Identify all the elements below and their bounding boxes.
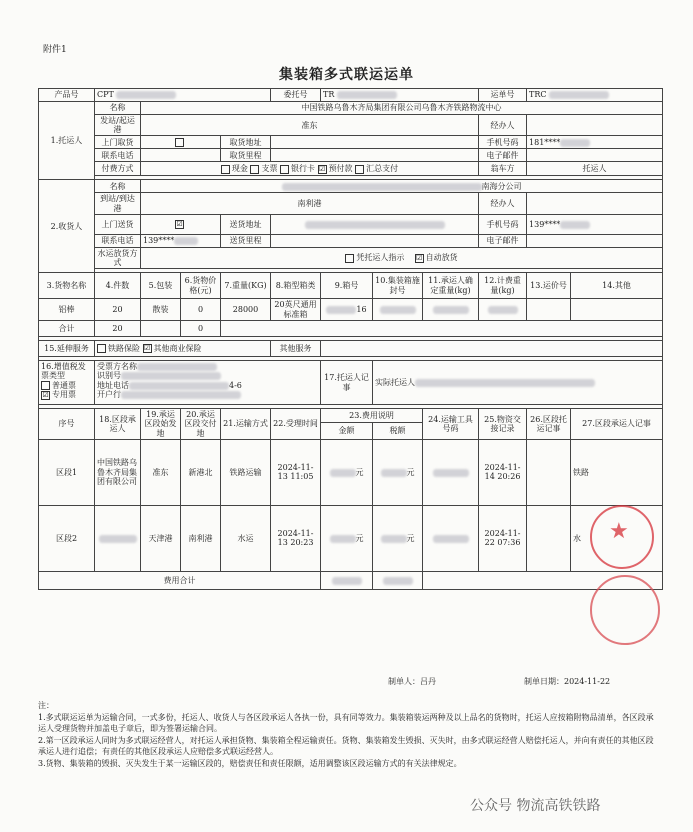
pickup-distance-label: 取货里程 xyxy=(221,149,271,162)
note-2: 2.第一区段承运人同时为多式联运经营人，对托运人承担货物、集装箱全程运输责任。货物、集装箱发生毁损、灭失时，由多式联运经营人赔偿托运人，并向有责任的其他区段承运人进行追偿；有责任的其他区段承运人应赔偿多式联运经营人。 xyxy=(38,735,654,757)
pickup-address-label: 取货地址 xyxy=(221,136,271,149)
origin-value: 准东 xyxy=(141,115,479,136)
invoice-row xyxy=(39,361,663,405)
consignee-phone xyxy=(141,234,221,247)
shipper-section-label: 1.托运人 xyxy=(39,102,95,180)
waybill-no xyxy=(527,89,663,102)
red-seal-stamp xyxy=(590,575,660,645)
invoice-label: 16.增值税发票类型 xyxy=(41,362,86,381)
invoice-phone-tail: 4-6 xyxy=(229,380,242,390)
total-packing xyxy=(141,321,181,337)
unit: 元 xyxy=(355,467,364,477)
redaction xyxy=(381,469,407,477)
redaction xyxy=(137,363,217,371)
col-box-no: 9.箱号 xyxy=(321,273,373,299)
actual-shipper xyxy=(373,361,663,405)
phone-value: 139**** xyxy=(143,236,175,246)
seg2-carrier xyxy=(95,505,141,571)
seg2-amount xyxy=(321,505,373,571)
red-seal-stamp xyxy=(590,505,654,569)
redaction xyxy=(326,306,356,314)
seg2-handover: 2024-11-22 07:36 xyxy=(479,505,527,571)
invoice-fields xyxy=(95,361,321,405)
total-count: 20 xyxy=(95,321,141,337)
redaction xyxy=(383,577,413,585)
consignee-handler-label: 经办人 xyxy=(479,193,527,214)
goods-header-row xyxy=(39,273,663,299)
consignee-email-label: 电子邮件 xyxy=(479,234,527,247)
redaction xyxy=(305,221,445,229)
segment-header-row-1 xyxy=(39,409,663,423)
note-1: 1.多式联运运单为运输合同，一式多份，托运人、收货人与各区段承运人各执一份，具有同等效力。集装箱装运两种及以上品名的货物时，托运人应按箱附物品清单，各区段承运人受理货物并加盖电子章后，即为签署运输合同。 xyxy=(38,712,654,734)
pickup-distance xyxy=(271,149,479,162)
col-seg-carrier: 18.区段承运人 xyxy=(95,409,141,440)
checkbox[interactable] xyxy=(175,138,184,147)
redaction xyxy=(174,237,198,245)
waybill-no-value: TRC xyxy=(529,90,547,100)
shipper-phone-label: 联系电话 xyxy=(95,149,141,162)
delivery-distance xyxy=(271,234,479,247)
goods-seal-no xyxy=(373,299,423,321)
seg1-carrier: 中国铁路乌鲁木齐局集团有限公司 xyxy=(95,439,141,505)
goods-bill-weight xyxy=(479,299,527,321)
seg1-shipper-note xyxy=(527,439,571,505)
header-row xyxy=(39,89,663,102)
col-price: 6.货物价格(元) xyxy=(181,273,221,299)
redaction xyxy=(549,91,609,99)
seg1-amount xyxy=(321,439,373,505)
maker-label: 制单人：吕丹 xyxy=(388,677,436,686)
seg1-tax xyxy=(373,439,423,505)
product-no-value: CPT xyxy=(97,90,114,100)
shipper-name: 中国铁路乌鲁木齐局集团有限公司乌鲁木齐铁路物流中心 xyxy=(141,102,663,115)
total-rest xyxy=(221,321,663,337)
redaction xyxy=(121,391,241,399)
consignee-name-value: 南海分公司 xyxy=(481,181,522,191)
delivery-address xyxy=(271,214,479,234)
payment-options xyxy=(141,162,479,176)
payment-label: 付费方式 xyxy=(95,162,141,176)
checkbox-checked[interactable]: ☑ xyxy=(415,253,423,262)
invoice-type xyxy=(39,361,95,405)
seg1-from: 准东 xyxy=(141,439,181,505)
make-date: 制单日期：2024-11-22 xyxy=(524,677,611,686)
pickup-checkbox[interactable] xyxy=(141,136,221,149)
checkbox-checked[interactable]: ☑ xyxy=(318,164,326,173)
pickup-label: 上门取货 xyxy=(95,136,141,149)
seg2-time: 2024-11-13 20:23 xyxy=(271,505,321,571)
col-seg-mode: 21.运输方式 xyxy=(221,409,271,440)
rail-insurance: 铁路保险 xyxy=(108,343,140,353)
invoice-field-id: 识别号 xyxy=(97,371,121,381)
invoice-normal: 普通票 xyxy=(52,380,76,390)
shipper-email xyxy=(527,149,663,162)
product-no-label: 产品号 xyxy=(39,89,95,102)
col-goods-name: 3.货物名称 xyxy=(39,273,95,299)
seg2-vehicle xyxy=(423,505,479,571)
seg2-shipper-note xyxy=(527,505,571,571)
redaction xyxy=(116,91,176,99)
goods-price: 0 xyxy=(181,299,221,321)
col-seg-handover: 25.物资交接记录 xyxy=(479,409,527,440)
fee-total-amount xyxy=(321,571,373,589)
delivery-label: 上门送货 xyxy=(95,214,141,234)
delivery-checkbox[interactable] xyxy=(141,214,221,234)
checkbox[interactable] xyxy=(41,381,50,390)
shipper-email-label: 电子邮件 xyxy=(479,149,527,162)
note-3: 3.货物、集装箱的毁损、灭失发生于某一运输区段的，赔偿责任和责任限额，适用调整该区段运输方式的有关法律规定。 xyxy=(38,758,462,768)
unit: 元 xyxy=(355,533,364,543)
invoice-field-name: 受票方名称 xyxy=(97,362,137,372)
seg2-mode: 水运 xyxy=(221,505,271,571)
consignee-handler xyxy=(527,193,663,214)
consignee-name xyxy=(141,180,663,193)
checkbox[interactable] xyxy=(280,165,289,174)
delivery-distance-label: 送货里程 xyxy=(221,234,271,247)
seg1-vehicle xyxy=(423,439,479,505)
notes xyxy=(38,700,658,770)
seg1-carrier-note: 铁路 xyxy=(571,439,663,505)
redaction xyxy=(560,139,590,147)
product-no xyxy=(95,89,271,102)
seg2-tax xyxy=(373,505,423,571)
checkbox-checked[interactable]: ☑ xyxy=(42,390,49,399)
notes-title: 注： xyxy=(38,701,54,710)
col-other: 14.其他 xyxy=(571,273,663,299)
redaction xyxy=(488,306,518,314)
col-seg-vehicle: 24.运输工具号码 xyxy=(423,409,479,440)
checkbox[interactable] xyxy=(221,165,230,174)
payer-value: 托运人 xyxy=(527,162,663,176)
invoice-special: 专用票 xyxy=(52,390,76,399)
extend-service-options xyxy=(95,341,271,357)
actual-shipper-label: 实际托运人 xyxy=(375,378,416,388)
waybill-form xyxy=(38,88,663,590)
redaction xyxy=(99,535,137,543)
fee-total-label: 费用合计 xyxy=(39,571,321,589)
goods-carrier-weight xyxy=(423,299,479,321)
col-seg-time: 22.受理时间 xyxy=(271,409,321,440)
seg2-to: 南利港 xyxy=(181,505,221,571)
redaction xyxy=(380,306,416,314)
checkbox[interactable] xyxy=(250,165,259,174)
shipper-mobile-label: 手机号码 xyxy=(479,136,527,149)
goods-weight: 28000 xyxy=(221,299,271,321)
col-seg-from: 19.承运区段始发地 xyxy=(141,409,181,440)
goods-rate-no xyxy=(527,299,571,321)
seg1-to: 新港北 xyxy=(181,439,221,505)
payer-label: 翁车方 xyxy=(479,162,527,176)
waybill-no-label: 运单号 xyxy=(479,89,527,102)
goods-name: 铝棒 xyxy=(39,299,95,321)
redaction xyxy=(415,379,595,387)
consignee-name-label: 名称 xyxy=(95,180,141,193)
agent-no-value: TR xyxy=(323,90,335,100)
box-no-value: 16 xyxy=(356,305,367,315)
redaction xyxy=(121,372,221,380)
col-seq: 序号 xyxy=(39,409,95,440)
redaction xyxy=(330,469,356,477)
payment-cash: 现金 xyxy=(231,164,248,174)
redaction xyxy=(381,535,407,543)
payment-summary: 汇总支付 xyxy=(366,164,399,174)
shipper-phone xyxy=(141,149,221,162)
seg2-no: 区段2 xyxy=(39,505,95,571)
redaction xyxy=(560,221,590,229)
consignee-phone-label: 联系电话 xyxy=(95,234,141,247)
consignee-mobile xyxy=(527,214,663,234)
seg2-from: 天津港 xyxy=(141,505,181,571)
mobile-value: 181**** xyxy=(529,137,561,147)
payment-prepaid: 预付款 xyxy=(328,164,353,174)
goods-box-no xyxy=(321,299,373,321)
watermark: 公众号 物流高铁铁路 xyxy=(470,798,601,814)
attachment-label: 附件1 xyxy=(43,45,67,55)
redaction xyxy=(433,306,469,314)
release-auto: 自动放货 xyxy=(425,253,458,263)
other-service-label: 其他服务 xyxy=(271,341,321,357)
seg1-handover: 2024-11-14 20:26 xyxy=(479,439,527,505)
pickup-address xyxy=(271,136,479,149)
col-fee-tax: 税额 xyxy=(373,423,423,439)
col-seg-carrier-note: 27.区段承运人记事 xyxy=(571,409,663,440)
unit: 元 xyxy=(406,467,415,477)
col-count: 4.件数 xyxy=(95,273,141,299)
redaction xyxy=(433,535,469,543)
consignee-section-label: 2.收货人 xyxy=(39,180,95,273)
consignee-mobile-label: 手机号码 xyxy=(479,214,527,234)
dest-value: 南利港 xyxy=(141,193,479,214)
other-service xyxy=(321,341,663,357)
checkbox[interactable] xyxy=(355,165,364,174)
payment-card: 银行卡 xyxy=(291,164,316,174)
release-options xyxy=(141,247,663,268)
payment-check: 支票 xyxy=(261,164,278,174)
total-row xyxy=(39,321,663,337)
col-carrier-weight: 11.承运人确定重量(kg) xyxy=(423,273,479,299)
checkbox[interactable] xyxy=(345,254,354,263)
seg1-mode: 铁路运输 xyxy=(221,439,271,505)
shipper-handler xyxy=(527,115,663,136)
redaction xyxy=(129,382,229,390)
star-icon: ★ xyxy=(609,519,629,544)
redaction xyxy=(330,535,356,543)
redaction xyxy=(332,577,362,585)
checkbox-checked[interactable]: ☑ xyxy=(143,344,151,353)
page-title: 集装箱多式联运运单 xyxy=(279,67,414,83)
total-price: 0 xyxy=(181,321,221,337)
origin-label: 发站/起运港 xyxy=(95,115,141,136)
col-seg-shipper-note: 26.区段托运记事 xyxy=(527,409,571,440)
seg2-carrier-note: 水 xyxy=(571,505,663,571)
goods-box-type: 20英尺通用标准箱 xyxy=(271,299,321,321)
shipper-handler-label: 经办人 xyxy=(479,115,527,136)
col-fee-amount: 金额 xyxy=(321,423,373,439)
segment-row-2 xyxy=(39,505,663,571)
goods-other xyxy=(571,299,663,321)
goods-packing: 散装 xyxy=(141,299,181,321)
col-packing: 5.包装 xyxy=(141,273,181,299)
consignee-email xyxy=(527,234,663,247)
goods-row xyxy=(39,299,663,321)
goods-count: 20 xyxy=(95,299,141,321)
dest-label: 到站/到达港 xyxy=(95,193,141,214)
col-box-type: 8.箱型箱类 xyxy=(271,273,321,299)
redaction xyxy=(433,469,469,477)
unit: 元 xyxy=(406,533,415,543)
col-seg-fee: 23.费用说明 xyxy=(321,409,423,423)
extend-service-row xyxy=(39,341,663,357)
agent-no-label: 委托号 xyxy=(271,89,321,102)
mobile-value: 139**** xyxy=(529,219,561,229)
col-seg-to: 20.承运区段交付地 xyxy=(181,409,221,440)
agent-no xyxy=(321,89,479,102)
col-rate-no: 13.运价号 xyxy=(527,273,571,299)
segment-row-1 xyxy=(39,439,663,505)
commercial-insurance: 其他商业保险 xyxy=(153,343,202,353)
col-bill-weight: 12.计费重量(kg) xyxy=(479,273,527,299)
seg1-time: 2024-11-13 11:05 xyxy=(271,439,321,505)
fee-total-row xyxy=(39,571,663,589)
shipper-mobile xyxy=(527,136,663,149)
redaction xyxy=(337,91,397,99)
invoice-field-bank: 开户行 xyxy=(97,389,121,399)
release-by-shipper: 凭托运人指示 xyxy=(356,253,405,263)
redaction xyxy=(282,183,482,191)
extend-service-label: 15.延伸服务 xyxy=(39,341,95,357)
checkbox[interactable] xyxy=(97,344,106,353)
shipper-name-label: 名称 xyxy=(95,102,141,115)
shipper-notes-label: 17.托运人记事 xyxy=(321,361,373,405)
fee-total-tax xyxy=(373,571,423,589)
seg1-no: 区段1 xyxy=(39,439,95,505)
invoice-field-address: 地址电话 xyxy=(97,380,129,390)
checkbox-checked[interactable]: ☑ xyxy=(176,220,183,228)
col-seal-no: 10.集装箱施封号 xyxy=(373,273,423,299)
col-weight: 7.重量(KG) xyxy=(221,273,271,299)
total-label: 合计 xyxy=(39,321,95,337)
release-label: 水运放货方式 xyxy=(95,247,141,268)
delivery-address-label: 送货地址 xyxy=(221,214,271,234)
